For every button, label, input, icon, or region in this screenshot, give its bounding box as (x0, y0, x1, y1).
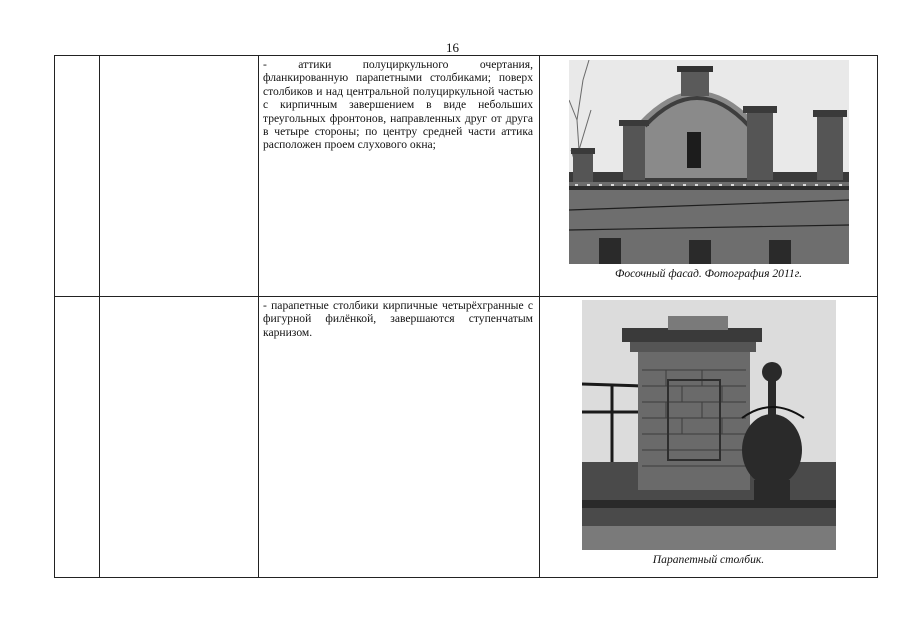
empty-cell (100, 297, 259, 578)
description-table (54, 55, 878, 578)
table-row (55, 297, 878, 578)
photo-caption: Фосочный фасад. Фотография 2011г. (615, 267, 802, 280)
element-description: - аттики полуциркульного очертания, фланкированную парапетными столбиками; поверх столбиков и над центральной полуциркульной частью с кирпичным завершением в виде небольших треугольных фронтонов, направленных друг от друга в четыре стороны; по центру средней части аттика расположен проем слухового окна; (263, 58, 533, 152)
empty-cell (55, 56, 100, 297)
description-cell (259, 297, 540, 578)
parapet-post-photo (582, 300, 836, 550)
facade-photo (569, 60, 849, 264)
empty-cell (100, 56, 259, 297)
photo-cell (540, 56, 878, 297)
table-row (55, 56, 878, 297)
photo-cell (540, 297, 878, 578)
page-number: 16 (446, 40, 459, 55)
element-description: - парапетные столбики кирпичные четырёхгранные с фигурной филёнкой, завершаются ступенчатым карнизом. (263, 299, 533, 339)
photo-caption: Парапетный столбик. (652, 553, 765, 566)
description-cell (259, 56, 540, 297)
empty-cell (55, 297, 100, 578)
